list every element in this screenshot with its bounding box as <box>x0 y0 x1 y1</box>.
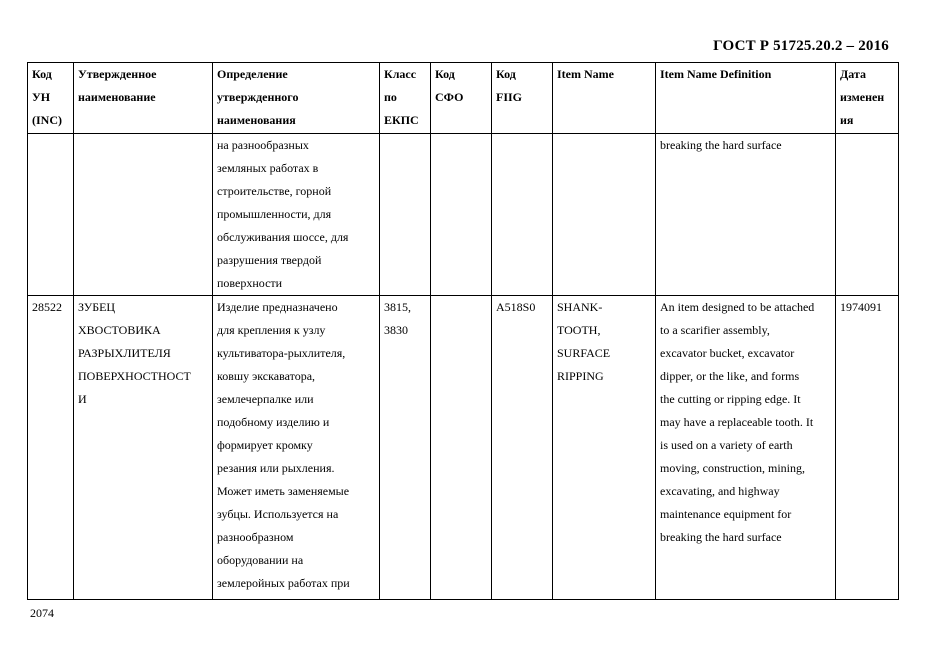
classification-table <box>27 62 899 600</box>
cell-text-line: ия <box>840 113 854 127</box>
cell-text-line: РАЗРЫХЛИТЕЛЯ <box>78 346 171 360</box>
cell-text-line: утвержденного <box>217 90 299 104</box>
cell-approved-name <box>74 296 213 600</box>
cell-text-line: строительстве, горной <box>217 184 332 198</box>
cell-text-line: Код <box>32 67 52 81</box>
cell-text-line: наименования <box>217 113 296 127</box>
cell-text-line: 3830 <box>384 323 408 337</box>
cell-fiig-empty <box>492 134 553 296</box>
cell-text-line: земляных работах в <box>217 161 319 175</box>
header-inc <box>28 63 74 134</box>
cell-text-line: Код <box>435 67 455 81</box>
cell-change-date: 1974091 <box>836 296 899 600</box>
cell-inc: 28522 <box>28 296 74 600</box>
cell-text-line: изменен <box>840 90 885 104</box>
cell-text-line: is used on a variety of earth <box>660 438 793 452</box>
cell-text-line: Утвержденное <box>78 67 157 81</box>
cell-text-line: may have a replaceable tooth. It <box>660 415 814 429</box>
cell-text-line: СФО <box>435 90 464 104</box>
header-item-name-definition <box>656 63 836 134</box>
cell-text-line: RIPPING <box>557 369 604 383</box>
cell-text-line: Может иметь заменяемые <box>217 484 350 498</box>
cell-text-line: по <box>384 90 397 104</box>
header-item-name <box>553 63 656 134</box>
cell-text-line: SHANK- <box>557 300 603 314</box>
cell-definition-en-continued <box>656 134 836 296</box>
cell-text-line: на разнообразных <box>217 138 309 152</box>
cell-ekps-class <box>380 296 431 600</box>
cell-text-line: to a scarifier assembly, <box>660 323 770 337</box>
document-standard-header: ГОСТ Р 51725.20.2 – 2016 <box>713 38 889 54</box>
cell-text-line: Дата <box>840 67 866 81</box>
cell-fiig-code: A518S0 <box>492 296 553 600</box>
cell-text-line: И <box>78 392 87 406</box>
cell-inc-empty <box>28 134 74 296</box>
cell-text-line: ХВОСТОВИКА <box>78 323 161 337</box>
cell-text-line: Item Name <box>557 67 614 81</box>
cell-text-line: breaking the hard surface <box>660 530 782 544</box>
cell-text-line: формирует кромку <box>217 438 313 452</box>
cell-text-line: зубцы. Используется на <box>217 507 339 521</box>
header-ekps-class <box>380 63 431 134</box>
cell-text-line: разнообразном <box>217 530 294 544</box>
cell-text-line: поверхности <box>217 276 283 290</box>
header-definition <box>213 63 380 134</box>
cell-text-line: УН <box>32 90 51 104</box>
cell-text-line: промышленности, для <box>217 207 332 221</box>
cell-text-line: Изделие предназначено <box>217 300 338 314</box>
table-row <box>28 296 899 600</box>
cell-text-line: breaking the hard surface <box>660 138 782 152</box>
cell-text-line: Определение <box>217 67 288 81</box>
cell-name-empty <box>74 134 213 296</box>
cell-text-line: обслуживания шоссе, для <box>217 230 349 244</box>
cell-text-line: moving, construction, mining, <box>660 461 805 475</box>
cell-ekps-empty <box>380 134 431 296</box>
cell-text-line: ковшу экскаватора, <box>217 369 316 383</box>
cell-text-line: TOOTH, <box>557 323 601 337</box>
cell-text-line: культиватора-рыхлителя, <box>217 346 346 360</box>
cell-text-line: землеройных работах при <box>217 576 350 590</box>
cell-text-line: 3815, <box>384 300 411 314</box>
cell-text-line: SURFACE <box>557 346 611 360</box>
cell-text-line: ПОВЕРХНОСТНОСТ <box>78 369 191 383</box>
cell-text-line: для крепления к узлу <box>217 323 326 337</box>
table-row-continued <box>28 134 899 296</box>
cell-text-line: FIIG <box>496 90 523 104</box>
header-change-date <box>836 63 899 134</box>
header-fiig-code <box>492 63 553 134</box>
cell-item-name-definition <box>656 296 836 600</box>
cell-definition-ru <box>213 296 380 600</box>
cell-text-line: excavating, and highway <box>660 484 780 498</box>
header-approved-name <box>74 63 213 134</box>
cell-item-name-empty <box>553 134 656 296</box>
cell-text-line: ЕКПС <box>384 113 419 127</box>
cell-text-line: землечерпалке или <box>217 392 314 406</box>
cell-text-line: резания или рыхления. <box>217 461 335 475</box>
cell-text-line: An item designed to be attached <box>660 300 815 314</box>
cell-sfo-code <box>431 296 492 600</box>
cell-text-line: Код <box>496 67 516 81</box>
header-sfo-code <box>431 63 492 134</box>
cell-date-empty <box>836 134 899 296</box>
cell-text-line: оборудовании на <box>217 553 304 567</box>
cell-text-line: the cutting or ripping edge. It <box>660 392 801 406</box>
cell-text-line: наименование <box>78 90 156 104</box>
cell-text-line: Класс <box>384 67 417 81</box>
cell-definition-ru-continued <box>213 134 380 296</box>
table-header-row <box>28 63 899 134</box>
cell-item-name <box>553 296 656 600</box>
cell-text-line: dipper, or the like, and forms <box>660 369 800 383</box>
cell-text-line: excavator bucket, excavator <box>660 346 795 360</box>
cell-text-line: (INC) <box>32 113 62 127</box>
page-number: 2074 <box>30 606 54 620</box>
cell-text-line: ЗУБЕЦ <box>78 300 116 314</box>
cell-sfo-empty <box>431 134 492 296</box>
cell-text-line: разрушения твердой <box>217 253 322 267</box>
cell-text-line: Item Name Definition <box>660 67 772 81</box>
cell-text-line: maintenance equipment for <box>660 507 792 521</box>
cell-text-line: подобному изделию и <box>217 415 330 429</box>
